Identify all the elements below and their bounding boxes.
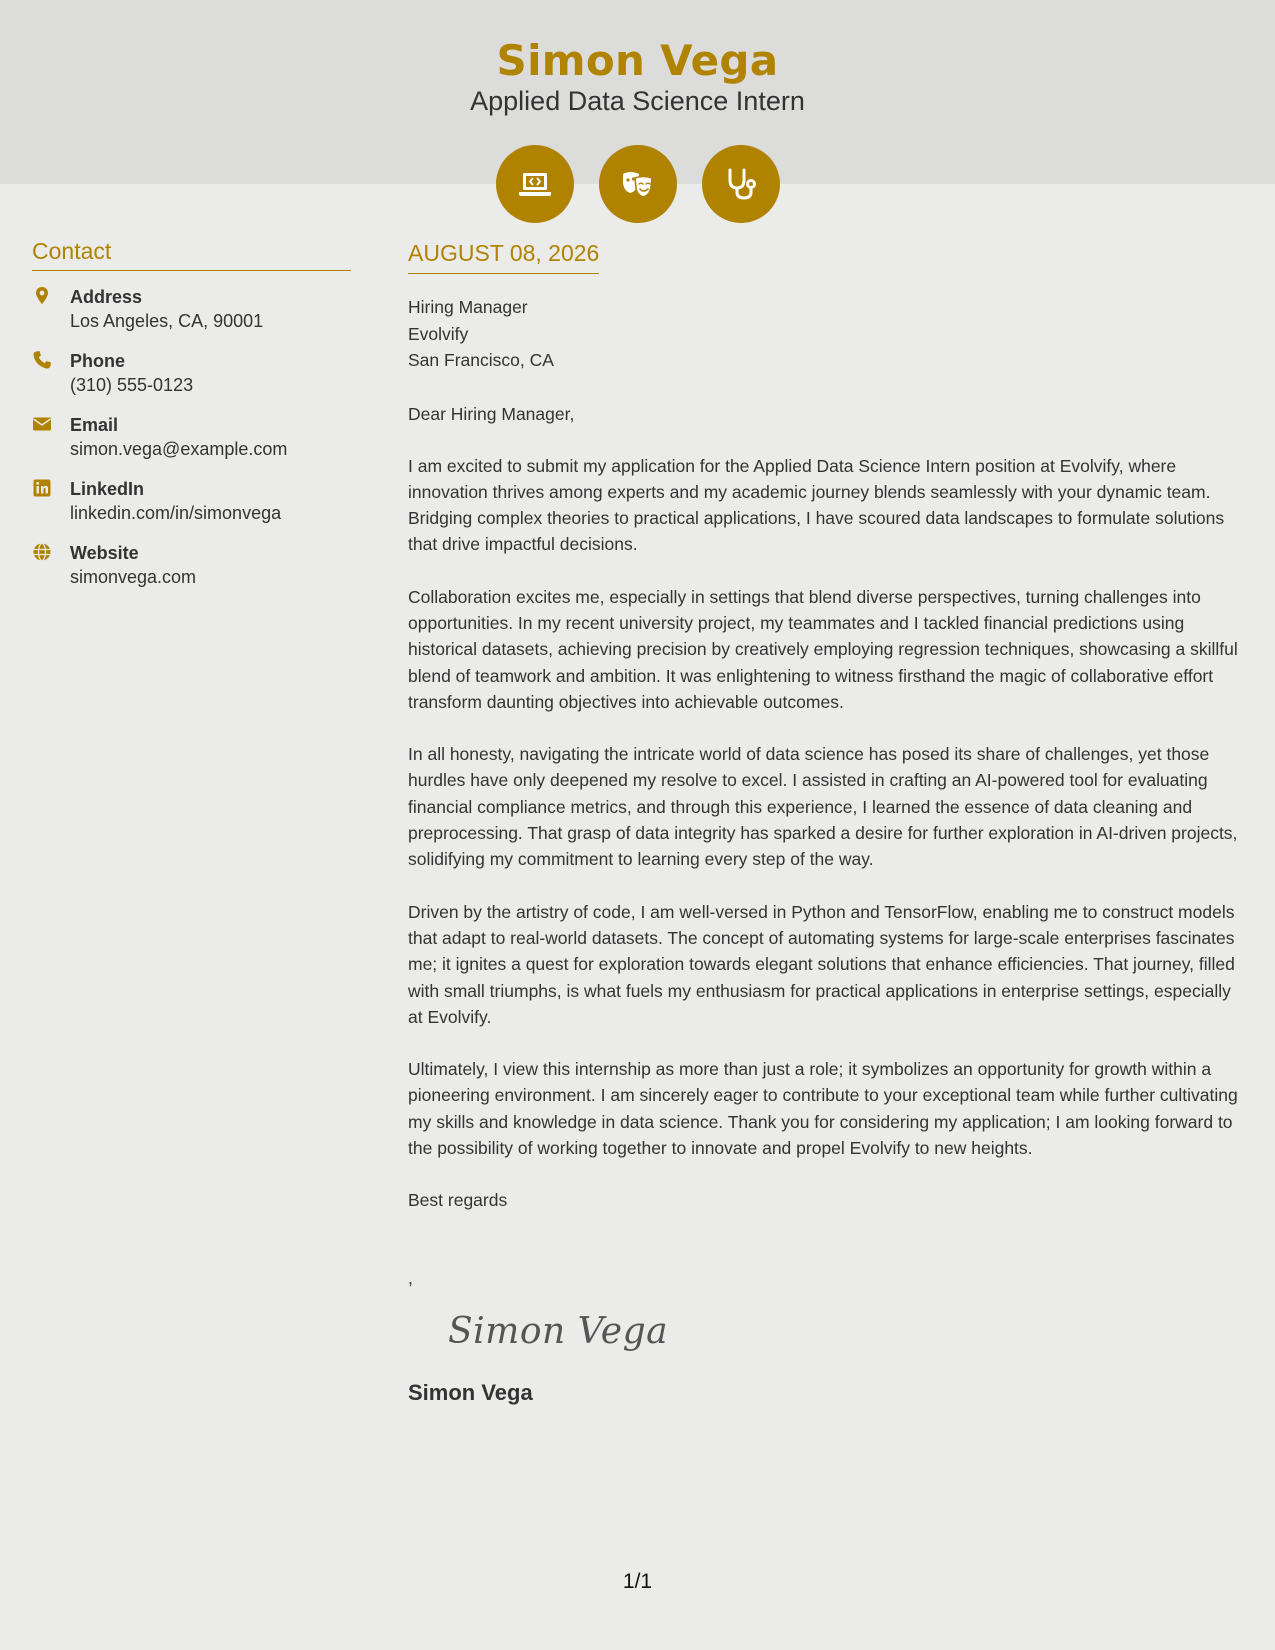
- contact-label: Website: [70, 543, 139, 563]
- stethoscope-icon: [702, 145, 780, 223]
- applicant-name: Simon Vega: [496, 36, 779, 85]
- paragraph: Driven by the artistry of code, I am well-versed in Python and TensorFlow, enabling me to construct models that adapt to real-world datasets. The concept of automating systems for large-scale enterprises fascinates me; it ignites a quest for exploration towards elegant solutions that enhance efficiencies. That journey, filled with small triumphs, is what fuels my enthusiasm for practical applications in enterprise settings, especially at Evolvify.: [408, 901, 1235, 1027]
- contact-label: Address: [70, 287, 143, 307]
- contact-value: simon.vega@example.com: [70, 439, 288, 459]
- signature-image: Simon Vega: [448, 1311, 669, 1353]
- contact-address: [32, 285, 351, 333]
- letter-date: AUGUST 08, 2026: [408, 240, 599, 274]
- laptop-code-icon: [496, 145, 574, 223]
- contact-linkedin: [32, 477, 351, 525]
- contact-value: Los Angeles, CA, 90001: [70, 311, 264, 331]
- contact-value: simonvega.com: [70, 567, 197, 587]
- salutation: Dear Hiring Manager,: [408, 403, 575, 424]
- contact-heading: Contact: [32, 238, 351, 271]
- page-number: 1/1: [622, 1570, 653, 1593]
- paragraph: Collaboration excites me, especially in settings that blend diverse perspectives, turning challenges into opportunities. In my recent university project, my teammates and I tackled financial predictions using historical datasets, achieving precision by creatively employing regression techniques, showcasing a skillful blend of teamwork and ambition. It was enlightening to witness firsthand the magic of collaborative effort transform daunting objectives into achievable outcomes.: [408, 586, 1238, 712]
- closing-comma: ,: [408, 1268, 413, 1289]
- contact-value: linkedin.com/in/simonvega: [70, 503, 282, 523]
- letter-body: [408, 240, 1243, 1406]
- contact-website: [32, 541, 351, 589]
- contact-label: Email: [70, 415, 119, 435]
- paragraph: I am excited to submit my application for the Applied Data Science Intern position at Evolvify, where innovation thrives among experts and my academic journey blends seamlessly with your dynamic team. Bridging complex theories to practical applications, I have scoured data landscapes to formulate solutions that drive impactful decisions.: [408, 455, 1225, 555]
- location-pin-icon: [32, 286, 54, 308]
- job-title: Applied Data Science Intern: [470, 86, 805, 116]
- contact-email: [32, 413, 351, 461]
- header-band: [0, 0, 1275, 184]
- closing: Best regards: [408, 1190, 508, 1211]
- contact-value: (310) 555-0123: [70, 375, 194, 395]
- contact-sidebar: [32, 238, 351, 605]
- contact-label: Phone: [70, 351, 126, 371]
- contact-label: LinkedIn: [70, 479, 145, 499]
- linkedin-icon: [32, 478, 54, 500]
- paragraph: Ultimately, I view this internship as more than just a role; it symbolizes an opportunity for growth within a pioneering environment. I am sincerely eager to contribute to your exceptional team while further cultivating my skills and knowledge in data science. Thank you for considering my application; I am looking forward to the possibility of working together to innovate and propel Evolvify to new heights.: [408, 1059, 1238, 1159]
- recipient-line: Evolvify: [408, 323, 469, 344]
- signer-name: Simon Vega: [408, 1380, 533, 1406]
- interest-icons: [496, 145, 780, 223]
- recipient-line: San Francisco, CA: [408, 350, 554, 370]
- contact-phone: [32, 349, 351, 397]
- recipient-line: Hiring Manager: [408, 297, 528, 317]
- recipient-block: [408, 294, 1243, 374]
- globe-icon: [32, 542, 54, 564]
- theater-masks-icon: [599, 145, 677, 223]
- phone-icon: [32, 350, 54, 372]
- paragraph: In all honesty, navigating the intricate world of data science has posed its share of challenges, yet those hurdles have only deepened my resolve to excel. I assisted in crafting an AI-powered tool for evaluating financial compliance metrics, and through this experience, I learned the essence of data cleaning and preprocessing. That grasp of data integrity has sparked a desire for further exploration in AI-driven projects, solidifying my commitment to learning every step of the way.: [408, 744, 1238, 870]
- envelope-icon: [32, 414, 54, 436]
